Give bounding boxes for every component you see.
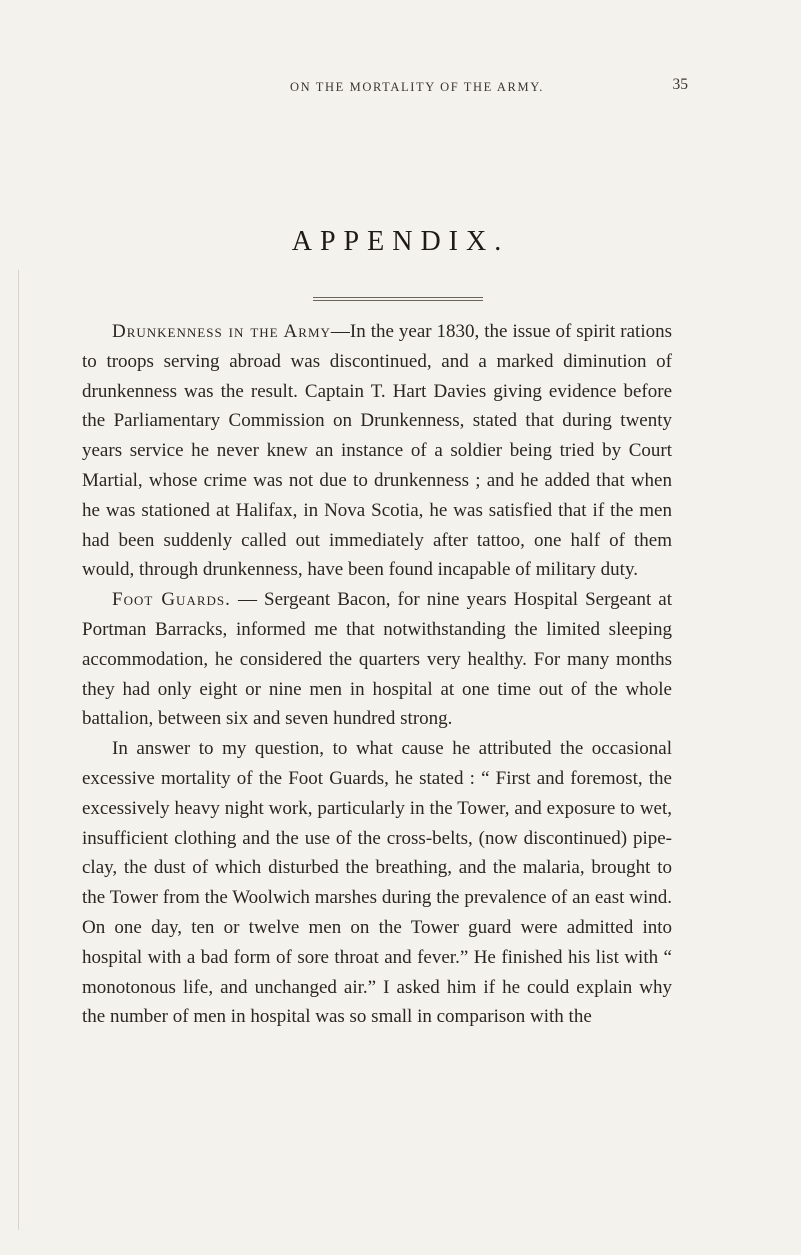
title-rule-top (313, 297, 483, 298)
paragraph-text: —In the year 1830, the issue of spirit rations to troops serving abroad was discontinued, and a marked diminution of drunkenness was the result. Captain T. Hart Davies giving evidence before the Parliamentary Commission on Drunkenness, stated that during twenty years service he never knew an instance of a soldier being tried by Court Martial, whose crime was not due to drunkenness ; and he added that when he was stationed at Halifax, in Nova Scotia, he was satisfied that if the men had been suddenly called out immediately after tattoo, one half of them would, through drunkenness, have been found incapable of military duty. (82, 321, 672, 581)
paragraph-foot-guards (82, 585, 672, 734)
page-edge-line (18, 270, 19, 1230)
paragraph-heading: Drunkenness in the Army (112, 321, 331, 342)
appendix-title: APPENDIX. (291, 226, 510, 257)
paragraph-drunkenness (82, 317, 672, 585)
paragraph-answer (82, 734, 672, 1032)
paragraph-text: In answer to my question, to what cause he attributed the occasional excessive mortality of the Foot Guards, he stated : “ First and foremost, the excessively heavy night work, particularly in the Tower, and exposure to wet, insufficient clothing and the use of the cross-belts, (now discontinued) pipe-clay, the dust of which disturbed the breathing, and the malaria, brought to the Tower from the Woolwich marshes during the prevalence of an east wind. On one day, ten or twelve men on the Tower guard were admitted into hospital with a bad form of sore throat and fever.” He finished his list with “ monotonous life, and unchanged air.” I asked him if he could explain why the number of men in hospital was so small in comparison with the (82, 738, 672, 1028)
page-number: 35 (672, 76, 688, 93)
body-text (82, 317, 672, 1032)
title-rule-bottom (313, 300, 483, 301)
running-head: ON THE MORTALITY OF THE ARMY. (290, 80, 544, 94)
paragraph-heading: Foot Guards. (112, 589, 231, 611)
paragraph-text: — Sergeant Bacon, for nine years Hospital Sergeant at Portman Barracks, informed me that notwithstanding the limited sleeping accommodation, he considered the quarters very healthy. For many months they had only eight or nine men in hospital at one time out of the whole battalion, between six and seven hundred strong. (82, 589, 672, 730)
